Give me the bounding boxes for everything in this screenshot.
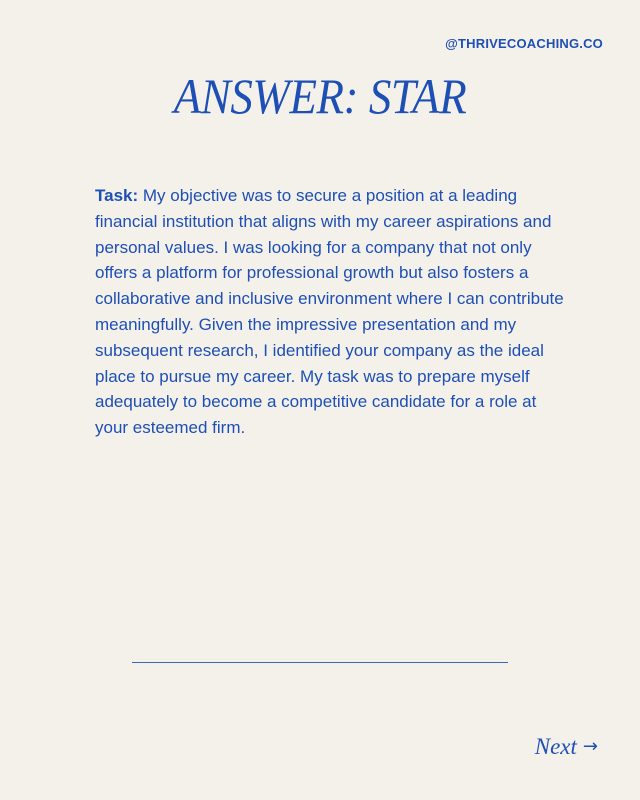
account-handle: @THRIVECOACHING.CO bbox=[445, 36, 603, 51]
section-label: Task: bbox=[95, 186, 139, 205]
answer-body: My objective was to secure a position at a leading financial institution that aligns with my career aspirations and personal values. I was looking for a company that not only offers a platform for professional growth but also fosters a collaborative and inclusive environment where I can contribute meaningfully. Given the impressive presentation and my subsequent research, I identified your company as the ideal place to pursue my career. My task was to prepare myself adequately to become a competitive candidate for a role at your esteemed firm. bbox=[95, 186, 564, 438]
answer-paragraph bbox=[95, 183, 570, 441]
page-title: ANSWER: STAR bbox=[173, 68, 467, 124]
divider bbox=[132, 662, 508, 663]
next-label: Next bbox=[534, 734, 577, 759]
next-button[interactable] bbox=[535, 734, 598, 760]
arrow-right-icon: → bbox=[582, 736, 598, 757]
